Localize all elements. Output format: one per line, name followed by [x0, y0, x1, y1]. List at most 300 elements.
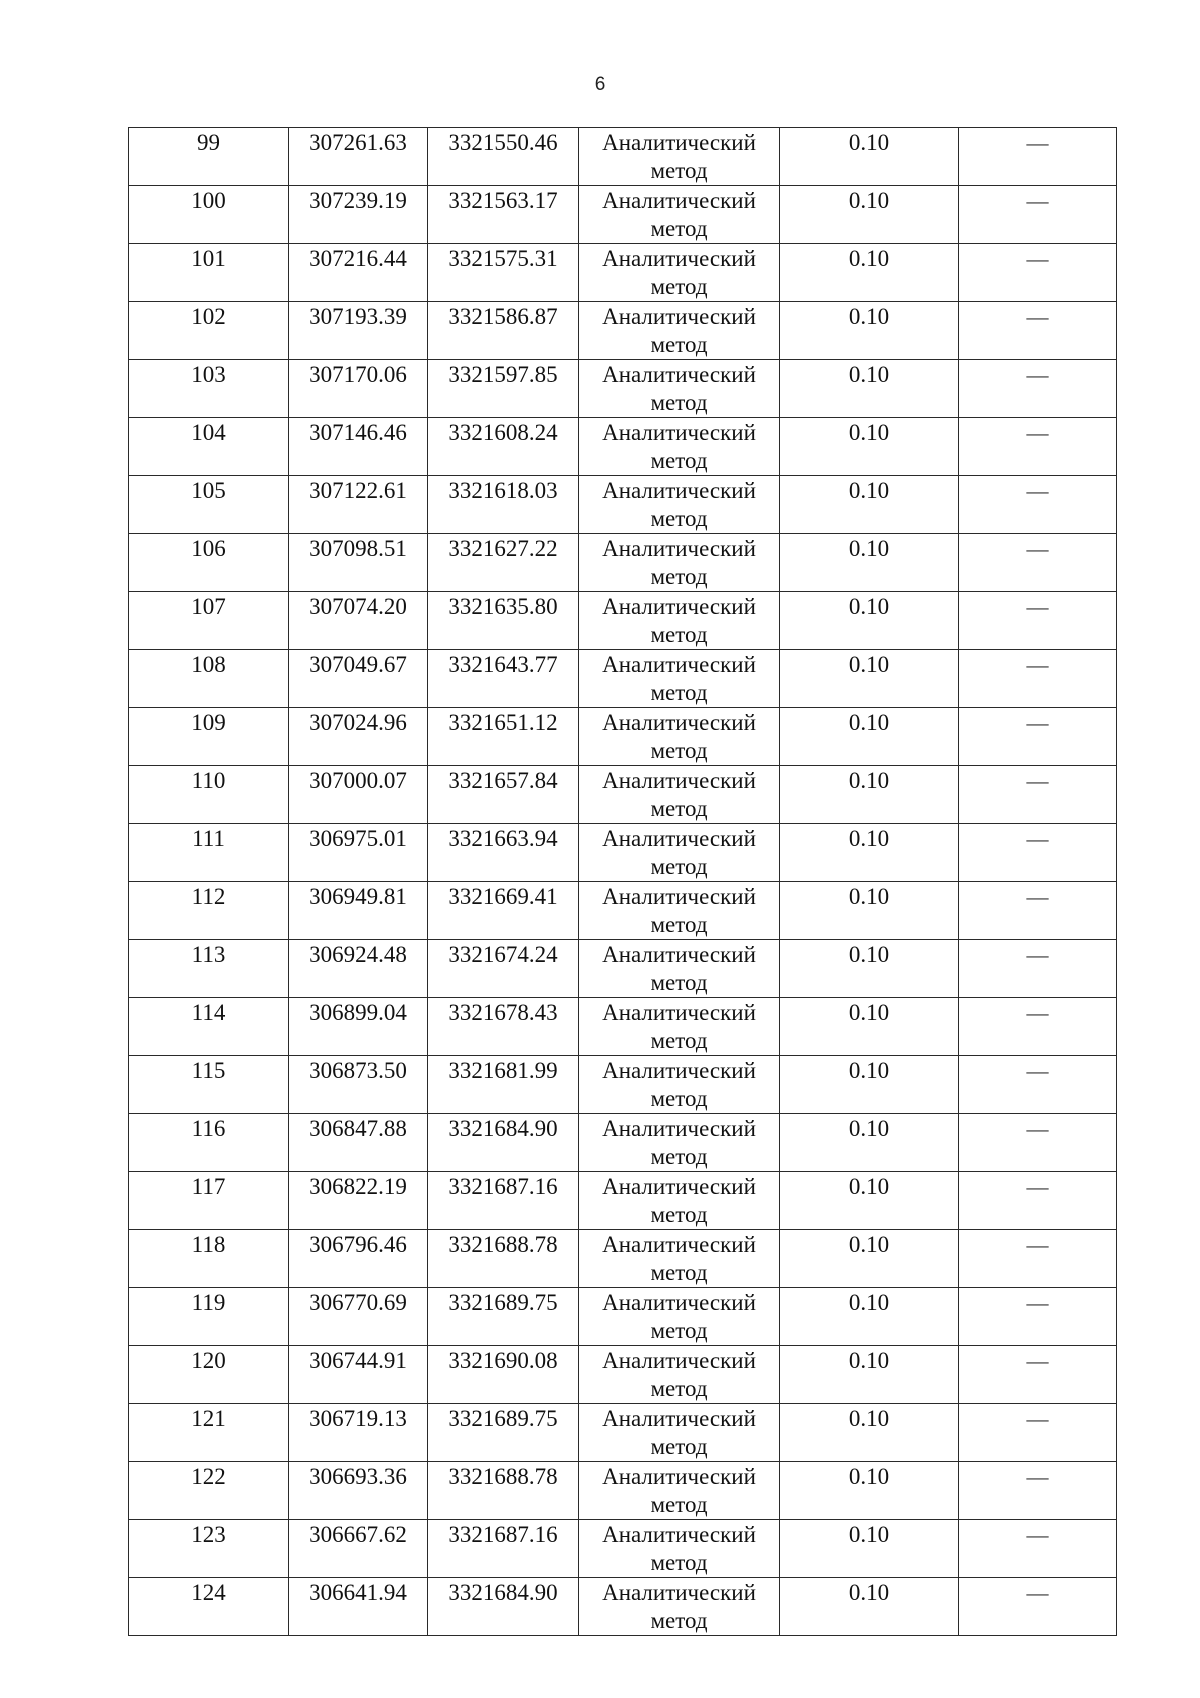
accuracy-cell [780, 650, 959, 708]
note-cell [959, 766, 1117, 824]
cell-text: Аналитический метод [602, 826, 756, 879]
y-coordinate-cell [428, 940, 579, 998]
table-row [129, 1288, 1117, 1346]
cell-text: 0.10 [848, 884, 890, 909]
cell-text: 118 [191, 1232, 226, 1257]
accuracy-cell [780, 998, 959, 1056]
x-coordinate-cell [289, 882, 428, 940]
cell-text: 3321687.16 [448, 1174, 558, 1199]
cell-text: Аналитический метод [602, 710, 756, 763]
cell-text: Аналитический метод [602, 942, 756, 995]
y-coordinate-cell [428, 592, 579, 650]
cell-text: 3321678.43 [448, 1000, 558, 1025]
cell-text: — [1026, 1522, 1049, 1547]
cell-text: Аналитический метод [602, 1348, 756, 1401]
accuracy-cell [780, 1056, 959, 1114]
cell-text: 123 [191, 1522, 226, 1547]
y-coordinate-cell [428, 882, 579, 940]
cell-text: 0.10 [848, 710, 890, 735]
cell-text: 0.10 [848, 420, 890, 445]
cell-text: 306719.13 [309, 1406, 407, 1431]
cell-text: 117 [191, 1174, 226, 1199]
cell-text: 0.10 [848, 1464, 890, 1489]
cell-text: 306744.91 [309, 1348, 407, 1373]
cell-text: 3321550.46 [448, 130, 558, 155]
x-coordinate-cell [289, 1462, 428, 1520]
cell-text: — [1026, 942, 1049, 967]
cell-text: 307098.51 [309, 536, 407, 561]
table-row [129, 244, 1117, 302]
accuracy-cell [780, 882, 959, 940]
cell-text: 306924.48 [309, 942, 407, 967]
point-number-cell [129, 534, 289, 592]
point-number-cell [129, 302, 289, 360]
cell-text: 104 [191, 420, 226, 445]
x-coordinate-cell [289, 1056, 428, 1114]
coordinates-table [128, 127, 1117, 1636]
cell-text: 0.10 [848, 188, 890, 213]
cell-text: — [1026, 478, 1049, 503]
x-coordinate-cell [289, 708, 428, 766]
cell-text: — [1026, 594, 1049, 619]
method-cell [579, 186, 780, 244]
point-number-cell [129, 1172, 289, 1230]
table-row [129, 592, 1117, 650]
table-row [129, 1172, 1117, 1230]
cell-text: Аналитический метод [602, 246, 756, 299]
cell-text: 114 [191, 1000, 226, 1025]
point-number-cell [129, 1404, 289, 1462]
x-coordinate-cell [289, 1346, 428, 1404]
accuracy-cell [780, 1462, 959, 1520]
cell-text: 307122.61 [309, 478, 407, 503]
table-row [129, 882, 1117, 940]
cell-text: 0.10 [848, 304, 890, 329]
y-coordinate-cell [428, 476, 579, 534]
x-coordinate-cell [289, 998, 428, 1056]
cell-text: 101 [191, 246, 226, 271]
cell-text: — [1026, 652, 1049, 677]
accuracy-cell [780, 128, 959, 186]
cell-text: — [1026, 536, 1049, 561]
cell-text: Аналитический метод [602, 304, 756, 357]
y-coordinate-cell [428, 418, 579, 476]
table-row [129, 1114, 1117, 1172]
point-number-cell [129, 650, 289, 708]
accuracy-cell [780, 824, 959, 882]
cell-text: 3321688.78 [448, 1464, 558, 1489]
cell-text: 307261.63 [309, 130, 407, 155]
point-number-cell [129, 998, 289, 1056]
note-cell [959, 1578, 1117, 1636]
cell-text: 3321684.90 [448, 1580, 558, 1605]
point-number-cell [129, 1520, 289, 1578]
table-row [129, 708, 1117, 766]
method-cell [579, 1520, 780, 1578]
x-coordinate-cell [289, 1114, 428, 1172]
cell-text: 3321635.80 [448, 594, 558, 619]
table-row [129, 302, 1117, 360]
accuracy-cell [780, 1404, 959, 1462]
method-cell [579, 1346, 780, 1404]
note-cell [959, 128, 1117, 186]
cell-text: Аналитический метод [602, 420, 756, 473]
y-coordinate-cell [428, 1172, 579, 1230]
y-coordinate-cell [428, 1346, 579, 1404]
cell-text: Аналитический метод [602, 1464, 756, 1517]
cell-text: 306796.46 [309, 1232, 407, 1257]
point-number-cell [129, 476, 289, 534]
cell-text: 0.10 [848, 362, 890, 387]
cell-text: 0.10 [848, 1000, 890, 1025]
note-cell [959, 1114, 1117, 1172]
cell-text: — [1026, 420, 1049, 445]
table-row [129, 534, 1117, 592]
y-coordinate-cell [428, 302, 579, 360]
cell-text: 3321663.94 [448, 826, 558, 851]
cell-text: — [1026, 188, 1049, 213]
cell-text: 3321618.03 [448, 478, 558, 503]
cell-text: 124 [191, 1580, 226, 1605]
cell-text: 102 [191, 304, 226, 329]
cell-text: 307024.96 [309, 710, 407, 735]
table-row [129, 360, 1117, 418]
cell-text: Аналитический метод [602, 362, 756, 415]
cell-text: — [1026, 1580, 1049, 1605]
cell-text: 306847.88 [309, 1116, 407, 1141]
cell-text: Аналитический метод [602, 1522, 756, 1575]
cell-text: 306899.04 [309, 1000, 407, 1025]
cell-text: 0.10 [848, 536, 890, 561]
point-number-cell [129, 882, 289, 940]
cell-text: 108 [191, 652, 226, 677]
note-cell [959, 1462, 1117, 1520]
x-coordinate-cell [289, 302, 428, 360]
accuracy-cell [780, 1520, 959, 1578]
x-coordinate-cell [289, 1578, 428, 1636]
x-coordinate-cell [289, 534, 428, 592]
cell-text: 121 [191, 1406, 226, 1431]
cell-text: 3321688.78 [448, 1232, 558, 1257]
method-cell [579, 766, 780, 824]
x-coordinate-cell [289, 650, 428, 708]
point-number-cell [129, 128, 289, 186]
accuracy-cell [780, 1578, 959, 1636]
note-cell [959, 1056, 1117, 1114]
x-coordinate-cell [289, 418, 428, 476]
cell-text: Аналитический метод [602, 1290, 756, 1343]
note-cell [959, 882, 1117, 940]
cell-text: Аналитический метод [602, 130, 756, 183]
cell-text: — [1026, 1232, 1049, 1257]
x-coordinate-cell [289, 1230, 428, 1288]
note-cell [959, 940, 1117, 998]
cell-text: Аналитический метод [602, 652, 756, 705]
y-coordinate-cell [428, 244, 579, 302]
cell-text: 0.10 [848, 768, 890, 793]
x-coordinate-cell [289, 128, 428, 186]
note-cell [959, 592, 1117, 650]
point-number-cell [129, 1288, 289, 1346]
point-number-cell [129, 592, 289, 650]
method-cell [579, 998, 780, 1056]
cell-text: 0.10 [848, 1348, 890, 1373]
cell-text: Аналитический метод [602, 1116, 756, 1169]
cell-text: — [1026, 1116, 1049, 1141]
method-cell [579, 1288, 780, 1346]
method-cell [579, 302, 780, 360]
cell-text: 120 [191, 1348, 226, 1373]
x-coordinate-cell [289, 766, 428, 824]
y-coordinate-cell [428, 1520, 579, 1578]
note-cell [959, 244, 1117, 302]
method-cell [579, 1462, 780, 1520]
cell-text: — [1026, 304, 1049, 329]
cell-text: 307074.20 [309, 594, 407, 619]
point-number-cell [129, 1346, 289, 1404]
method-cell [579, 476, 780, 534]
y-coordinate-cell [428, 360, 579, 418]
accuracy-cell [780, 244, 959, 302]
table-row [129, 186, 1117, 244]
cell-text: 0.10 [848, 652, 890, 677]
accuracy-cell [780, 534, 959, 592]
cell-text: — [1026, 362, 1049, 387]
note-cell [959, 1346, 1117, 1404]
accuracy-cell [780, 1230, 959, 1288]
cell-text: Аналитический метод [602, 884, 756, 937]
y-coordinate-cell [428, 998, 579, 1056]
x-coordinate-cell [289, 476, 428, 534]
accuracy-cell [780, 476, 959, 534]
method-cell [579, 824, 780, 882]
note-cell [959, 1172, 1117, 1230]
note-cell [959, 998, 1117, 1056]
cell-text: — [1026, 1464, 1049, 1489]
cell-text: 105 [191, 478, 226, 503]
y-coordinate-cell [428, 824, 579, 882]
cell-text: Аналитический метод [602, 1174, 756, 1227]
cell-text: 0.10 [848, 1058, 890, 1083]
cell-text: 3321687.16 [448, 1522, 558, 1547]
x-coordinate-cell [289, 1288, 428, 1346]
cell-text: — [1026, 246, 1049, 271]
cell-text: — [1026, 826, 1049, 851]
cell-text: 0.10 [848, 246, 890, 271]
cell-text: 3321690.08 [448, 1348, 558, 1373]
cell-text: 3321627.22 [448, 536, 558, 561]
cell-text: — [1026, 1174, 1049, 1199]
cell-text: 307049.67 [309, 652, 407, 677]
cell-text: 3321689.75 [448, 1290, 558, 1315]
cell-text: Аналитический метод [602, 478, 756, 531]
cell-text: — [1026, 130, 1049, 155]
point-number-cell [129, 1114, 289, 1172]
accuracy-cell [780, 1288, 959, 1346]
cell-text: 116 [191, 1116, 226, 1141]
cell-text: 112 [191, 884, 226, 909]
cell-text: 306693.36 [309, 1464, 407, 1489]
cell-text: 122 [191, 1464, 226, 1489]
cell-text: 0.10 [848, 1406, 890, 1431]
table-row [129, 418, 1117, 476]
cell-text: 307170.06 [309, 362, 407, 387]
method-cell [579, 708, 780, 766]
cell-text: 113 [191, 942, 226, 967]
cell-text: — [1026, 768, 1049, 793]
accuracy-cell [780, 708, 959, 766]
cell-text: 3321681.99 [448, 1058, 558, 1083]
table-body [129, 128, 1117, 1636]
cell-text: 99 [197, 130, 220, 155]
cell-text: 3321674.24 [448, 942, 558, 967]
y-coordinate-cell [428, 1462, 579, 1520]
method-cell [579, 940, 780, 998]
table-row [129, 1404, 1117, 1462]
y-coordinate-cell [428, 1404, 579, 1462]
method-cell [579, 244, 780, 302]
accuracy-cell [780, 1114, 959, 1172]
cell-text: 0.10 [848, 1174, 890, 1199]
y-coordinate-cell [428, 766, 579, 824]
cell-text: Аналитический метод [602, 188, 756, 241]
table-row [129, 940, 1117, 998]
table-row [129, 1462, 1117, 1520]
cell-text: 3321669.41 [448, 884, 558, 909]
table-row [129, 128, 1117, 186]
cell-text: Аналитический метод [602, 1580, 756, 1633]
accuracy-cell [780, 418, 959, 476]
table-row [129, 766, 1117, 824]
y-coordinate-cell [428, 650, 579, 708]
table-row [129, 1056, 1117, 1114]
cell-text: — [1026, 1290, 1049, 1315]
point-number-cell [129, 766, 289, 824]
x-coordinate-cell [289, 244, 428, 302]
table-row [129, 1230, 1117, 1288]
note-cell [959, 1520, 1117, 1578]
point-number-cell [129, 824, 289, 882]
y-coordinate-cell [428, 128, 579, 186]
method-cell [579, 1230, 780, 1288]
table-row [129, 1346, 1117, 1404]
cell-text: Аналитический метод [602, 594, 756, 647]
cell-text: 3321657.84 [448, 768, 558, 793]
cell-text: — [1026, 710, 1049, 735]
cell-text: 3321597.85 [448, 362, 558, 387]
cell-text: 3321689.75 [448, 1406, 558, 1431]
note-cell [959, 1230, 1117, 1288]
method-cell [579, 128, 780, 186]
note-cell [959, 418, 1117, 476]
cell-text: Аналитический метод [602, 768, 756, 821]
note-cell [959, 1288, 1117, 1346]
method-cell [579, 1114, 780, 1172]
cell-text: 307146.46 [309, 420, 407, 445]
cell-text: 107 [191, 594, 226, 619]
y-coordinate-cell [428, 708, 579, 766]
point-number-cell [129, 940, 289, 998]
accuracy-cell [780, 1172, 959, 1230]
cell-text: 3321586.87 [448, 304, 558, 329]
method-cell [579, 418, 780, 476]
accuracy-cell [780, 186, 959, 244]
accuracy-cell [780, 1346, 959, 1404]
note-cell [959, 302, 1117, 360]
accuracy-cell [780, 302, 959, 360]
cell-text: 306641.94 [309, 1580, 407, 1605]
cell-text: Аналитический метод [602, 1000, 756, 1053]
x-coordinate-cell [289, 1404, 428, 1462]
method-cell [579, 882, 780, 940]
cell-text: 100 [191, 188, 226, 213]
cell-text: 119 [191, 1290, 226, 1315]
cell-text: 306873.50 [309, 1058, 407, 1083]
x-coordinate-cell [289, 360, 428, 418]
cell-text: 0.10 [848, 942, 890, 967]
cell-text: 306822.19 [309, 1174, 407, 1199]
accuracy-cell [780, 360, 959, 418]
cell-text: 3321575.31 [448, 246, 558, 271]
note-cell [959, 186, 1117, 244]
cell-text: 0.10 [848, 1116, 890, 1141]
cell-text: 111 [192, 826, 225, 851]
y-coordinate-cell [428, 186, 579, 244]
accuracy-cell [780, 766, 959, 824]
cell-text: 0.10 [848, 478, 890, 503]
note-cell [959, 360, 1117, 418]
cell-text: 0.10 [848, 1580, 890, 1605]
cell-text: 110 [191, 768, 226, 793]
note-cell [959, 824, 1117, 882]
note-cell [959, 476, 1117, 534]
cell-text: 3321643.77 [448, 652, 558, 677]
cell-text: 103 [191, 362, 226, 387]
accuracy-cell [780, 592, 959, 650]
y-coordinate-cell [428, 1230, 579, 1288]
table-row [129, 476, 1117, 534]
cell-text: 3321608.24 [448, 420, 558, 445]
note-cell [959, 1404, 1117, 1462]
cell-text: 106 [191, 536, 226, 561]
point-number-cell [129, 1056, 289, 1114]
page-number: 6 [594, 74, 606, 95]
point-number-cell [129, 418, 289, 476]
cell-text: 306949.81 [309, 884, 407, 909]
table-row [129, 824, 1117, 882]
cell-text: 306667.62 [309, 1522, 407, 1547]
cell-text: 109 [191, 710, 226, 735]
x-coordinate-cell [289, 186, 428, 244]
table-row [129, 650, 1117, 708]
point-number-cell [129, 1578, 289, 1636]
cell-text: 3321651.12 [448, 710, 558, 735]
point-number-cell [129, 1462, 289, 1520]
note-cell [959, 650, 1117, 708]
note-cell [959, 708, 1117, 766]
accuracy-cell [780, 940, 959, 998]
cell-text: Аналитический метод [602, 536, 756, 589]
table-row [129, 1520, 1117, 1578]
point-number-cell [129, 360, 289, 418]
cell-text: 307193.39 [309, 304, 407, 329]
cell-text: — [1026, 884, 1049, 909]
cell-text: 0.10 [848, 1232, 890, 1257]
method-cell [579, 592, 780, 650]
table-row [129, 1578, 1117, 1636]
y-coordinate-cell [428, 1114, 579, 1172]
point-number-cell [129, 186, 289, 244]
